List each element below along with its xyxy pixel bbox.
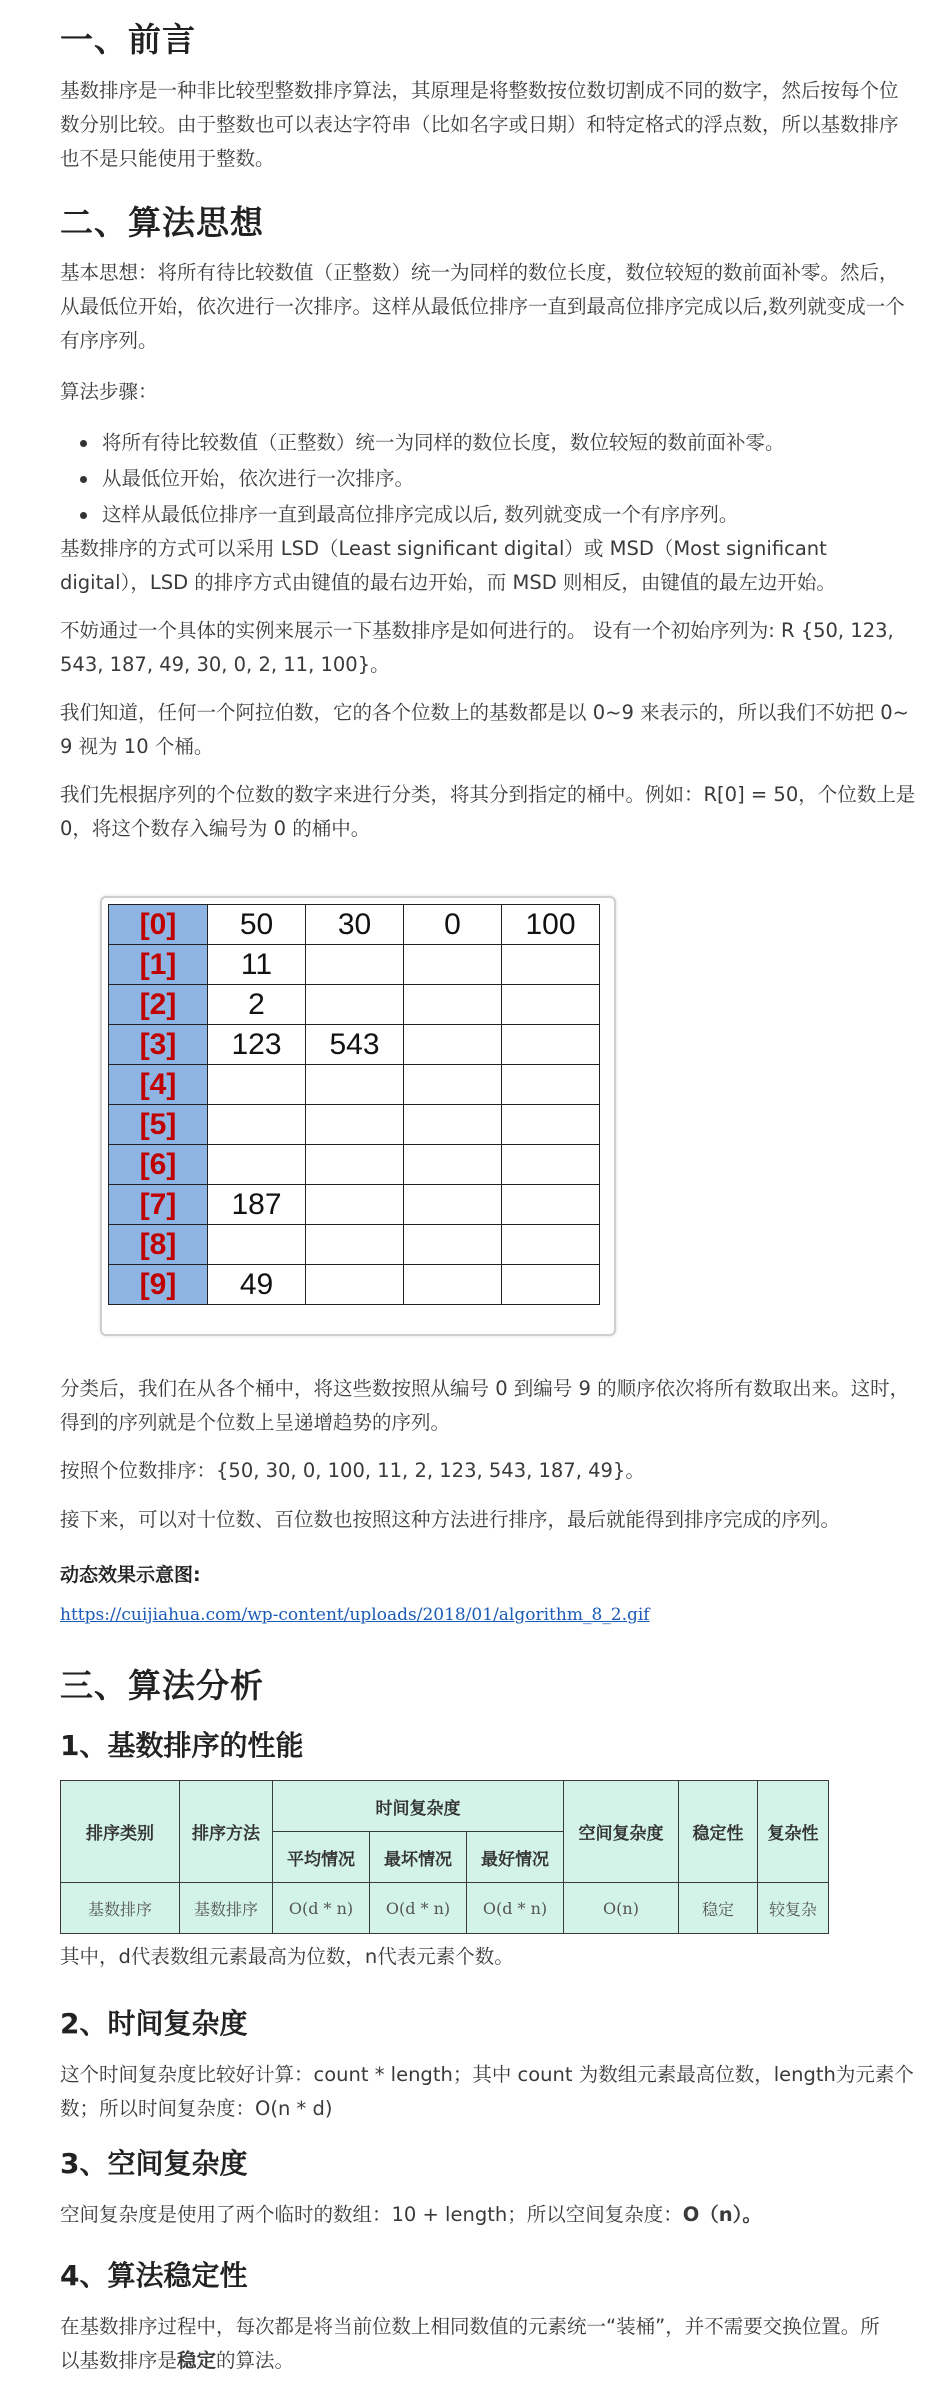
basic-idea-paragraph — [60, 256, 930, 358]
stability-line: 以基数排序是 — [60, 2349, 178, 2372]
intro-paragraph — [60, 74, 930, 176]
header-best: 最好情况 — [467, 1832, 564, 1883]
cell-stability: 稳定 — [679, 1883, 758, 1934]
bucket-cell — [208, 1065, 306, 1105]
cell-space: O(n) — [564, 1883, 679, 1934]
bucket-cell — [502, 1185, 600, 1225]
basic-idea-line: 从最低位开始，依次进行一次排序。这样从最低位排序一直到最高位排序完成以后,数列就变成一个 — [60, 295, 905, 318]
stability-paragraph — [60, 2310, 930, 2378]
demo-label: 动态效果示意图: — [60, 1564, 201, 1586]
bucket-index: [6] — [109, 1145, 208, 1185]
bucket-index: [5] — [109, 1105, 208, 1145]
demo-link[interactable]: https://cuijiahua.com/wp-content/uploads/2018/01/algorithm_8_2.gif — [60, 1605, 650, 1625]
cell-avg: O(d * n) — [273, 1883, 370, 1934]
header-stability: 稳定性 — [679, 1781, 758, 1883]
section-heading-idea: 二、算法思想 — [60, 203, 264, 242]
bucket-cell: 100 — [502, 905, 600, 945]
bucket-index: [7] — [109, 1185, 208, 1225]
bucket-cell — [306, 1185, 404, 1225]
section-heading-analysis: 三、算法分析 — [60, 1666, 264, 1705]
table-row — [109, 1025, 600, 1065]
bucket-cell — [502, 1145, 600, 1185]
bucket-cell — [306, 1265, 404, 1305]
bucket-intro-paragraph — [60, 696, 930, 764]
bucket-cell — [502, 985, 600, 1025]
list-item — [60, 497, 920, 533]
bucket-cell — [404, 1225, 502, 1265]
classify-line: 我们先根据序列的个位数的数字来进行分类，将其分到指定的桶中。例如：R[0] = 50，个位数上是 — [60, 783, 916, 806]
header-time: 时间复杂度 — [273, 1781, 564, 1832]
table-row — [109, 1145, 600, 1185]
bucket-cell — [404, 1025, 502, 1065]
after-line: 分类后，我们在从各个桶中，将这些数按照从编号 0 到编号 9 的顺序依次将所有数取出来。这时， — [60, 1377, 910, 1400]
steps-label: 算法步骤： — [60, 380, 158, 403]
header-worst: 最坏情况 — [370, 1832, 467, 1883]
bucket-cell: 49 — [208, 1265, 306, 1305]
basic-idea-line: 有序序列。 — [60, 329, 158, 352]
perf-heading: 1、基数排序的性能 — [60, 1729, 304, 1762]
lsd-msd-paragraph — [60, 532, 930, 600]
bucket-cell: 543 — [306, 1025, 404, 1065]
example-line: 543, 187, 49, 30, 0, 2, 11, 100}。 — [60, 653, 390, 676]
time-heading: 2、时间复杂度 — [60, 2007, 248, 2040]
classify-line: 0，将这个数存入编号为 0 的桶中。 — [60, 817, 371, 840]
bucket-cell — [502, 945, 600, 985]
bucket-cell — [502, 1025, 600, 1065]
bullet-dot-icon — [80, 476, 87, 483]
section-heading-intro: 一、前言 — [60, 20, 196, 59]
time-line: 这个时间复杂度比较好计算：count * length；其中 count 为数组元素最高位数，length为元素个 — [60, 2063, 914, 2086]
header-avg: 平均情况 — [273, 1832, 370, 1883]
bucket-index: [0] — [109, 905, 208, 945]
table-row — [109, 945, 600, 985]
stability-line-suffix: 的算法。 — [216, 2349, 295, 2372]
lsd-line: digital），LSD 的排序方式由键值的最右边开始，而 MSD 则相反，由键值的最左边开始。 — [60, 571, 836, 594]
bucket-table — [108, 904, 600, 1305]
table-row — [109, 1065, 600, 1105]
bucket-index: [8] — [109, 1225, 208, 1265]
bucket-index: [3] — [109, 1025, 208, 1065]
cell-method: 基数排序 — [180, 1883, 273, 1934]
table-row — [61, 1883, 829, 1934]
bucket-index: [2] — [109, 985, 208, 1025]
bucket-cell — [208, 1145, 306, 1185]
table-row — [109, 985, 600, 1025]
bucket-cell — [404, 1145, 502, 1185]
bucket-cell — [404, 1185, 502, 1225]
after-classify-paragraph — [60, 1372, 930, 1440]
bucket-cell: 11 — [208, 945, 306, 985]
cell-category: 基数排序 — [61, 1883, 180, 1934]
header-space: 空间复杂度 — [564, 1781, 679, 1883]
header-complexity: 复杂性 — [758, 1781, 829, 1883]
bucket-cell: 2 — [208, 985, 306, 1025]
lsd-line: 基数排序的方式可以采用 LSD（Least significant digital）或 MSD（Most significant — [60, 537, 827, 560]
bucket-cell — [404, 1105, 502, 1145]
table-row — [109, 1265, 600, 1305]
bucket-cell — [306, 1065, 404, 1105]
complexity-table — [60, 1780, 829, 1934]
bucket-cell: 123 — [208, 1025, 306, 1065]
bucket-cell: 50 — [208, 905, 306, 945]
list-item — [60, 425, 920, 461]
step-text: 将所有待比较数值（正整数）统一为同样的数位长度，数位较短的数前面补零。 — [102, 431, 785, 454]
stability-bold: 稳定 — [177, 2349, 217, 2372]
bullet-dot-icon — [80, 512, 87, 519]
time-paragraph — [60, 2058, 930, 2126]
header-category: 排序类别 — [61, 1781, 180, 1883]
bucket-cell — [404, 1065, 502, 1105]
cell-best: O(d * n) — [467, 1883, 564, 1934]
cell-worst: O(d * n) — [370, 1883, 467, 1934]
steps-list — [60, 425, 920, 533]
bucket-cell — [502, 1105, 600, 1145]
after-line: 得到的序列就是个位数上呈递增趋势的序列。 — [60, 1411, 451, 1434]
example-line: 不妨通过一个具体的实例来展示一下基数排序是如何进行的。 设有一个初始序列为: R {50, 123, — [60, 619, 894, 642]
bucket-cell — [208, 1225, 306, 1265]
header-method: 排序方法 — [180, 1781, 273, 1883]
cell-complexity: 较复杂 — [758, 1883, 829, 1934]
table-row — [109, 1225, 600, 1265]
space-text: 空间复杂度是使用了两个临时的数组：10 + length；所以空间复杂度： — [60, 2203, 683, 2226]
bullet-dot-icon — [80, 440, 87, 447]
table-note: 其中，d代表数组元素最高为位数，n代表元素个数。 — [60, 1945, 514, 1968]
intro-line: 数分别比较。由于整数也可以表达字符串（比如名字或日期）和特定格式的浮点数，所以基数排序 — [60, 113, 899, 136]
bucket-cell — [208, 1105, 306, 1145]
intro-line: 也不是只能使用于整数。 — [60, 147, 275, 170]
bucket-index: [4] — [109, 1065, 208, 1105]
step-text: 这样从最低位排序一直到最高位排序完成以后, 数列就变成一个有序序列。 — [102, 503, 739, 526]
basic-idea-line: 基本思想：将所有待比较数值（正整数）统一为同样的数位长度，数位较短的数前面补零。然后， — [60, 261, 899, 284]
bucket-index: [1] — [109, 945, 208, 985]
table-row — [109, 905, 600, 945]
bucket-cell: 30 — [306, 905, 404, 945]
bucket-line: 9 视为 10 个桶。 — [60, 735, 214, 758]
step-text: 从最低位开始，依次进行一次排序。 — [102, 467, 415, 490]
bucket-cell: 187 — [208, 1185, 306, 1225]
space-paragraph — [60, 2198, 930, 2232]
bucket-cell — [502, 1065, 600, 1105]
bucket-cell — [502, 1225, 600, 1265]
stability-line: 在基数排序过程中，每次都是将当前位数上相同数值的元素统一“装桶”，并不需要交换位置。所 — [60, 2315, 880, 2338]
list-item — [60, 461, 920, 497]
ones-sorted-line: 按照个位数排序：{50, 30, 0, 100, 11, 2, 123, 543, 187, 49}。 — [60, 1459, 645, 1482]
bucket-cell — [404, 1265, 502, 1305]
space-heading: 3、空间复杂度 — [60, 2147, 248, 2180]
bucket-cell — [502, 1265, 600, 1305]
bucket-line: 我们知道，任何一个阿拉伯数，它的各个位数上的基数都是以 0~9 来表示的，所以我们不妨把 0~ — [60, 701, 909, 724]
bucket-index: [9] — [109, 1265, 208, 1305]
table-row — [109, 1185, 600, 1225]
next-step-line: 接下来，可以对十位数、百位数也按照这种方法进行排序，最后就能得到排序完成的序列。 — [60, 1508, 841, 1531]
example-paragraph — [60, 614, 930, 682]
space-bold: O（n）。 — [682, 2203, 762, 2226]
bucket-cell — [404, 945, 502, 985]
bucket-cell — [306, 1105, 404, 1145]
bucket-cell: 0 — [404, 905, 502, 945]
table-row — [109, 1105, 600, 1145]
classify-paragraph — [60, 778, 930, 846]
time-line: 数；所以时间复杂度：O(n * d) — [60, 2097, 333, 2120]
bucket-cell — [306, 1225, 404, 1265]
bucket-cell — [306, 1145, 404, 1185]
bucket-cell — [306, 985, 404, 1025]
bucket-cell — [404, 985, 502, 1025]
intro-line: 基数排序是一种非比较型整数排序算法，其原理是将整数按位数切割成不同的数字，然后按每个位 — [60, 79, 899, 102]
stability-heading: 4、算法稳定性 — [60, 2259, 248, 2292]
bucket-cell — [306, 945, 404, 985]
